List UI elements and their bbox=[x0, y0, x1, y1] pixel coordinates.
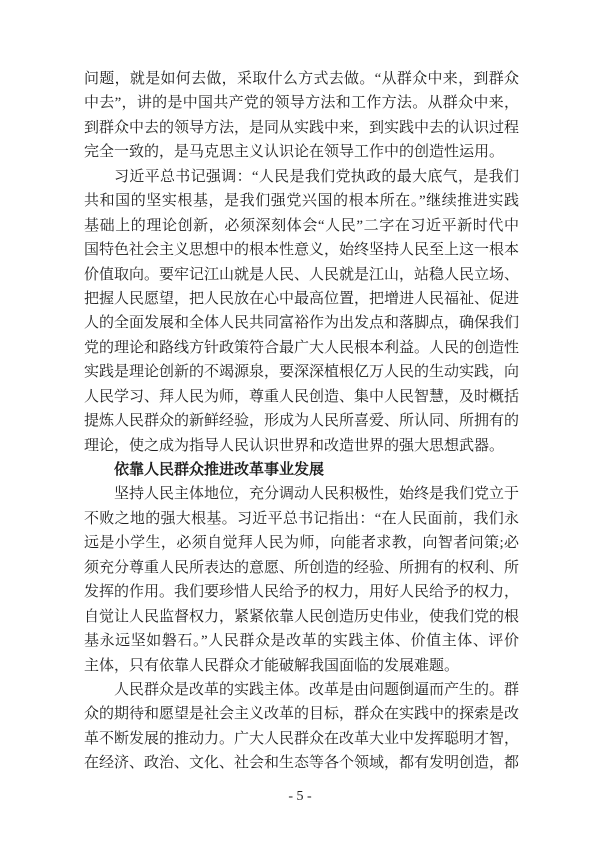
text-line: 坚持人民主体地位，充分调动人民积极性，始终是我们党立于 bbox=[114, 486, 520, 503]
text-line: 把握人民愿望，把人民放在心中最高位置，把增进人民福祉、促进 bbox=[84, 290, 520, 307]
text-line: 党的理论和路线方针政策符合最广大人民根本利益。人民的创造性 bbox=[84, 339, 520, 356]
text-line: 远是小学生，必须自觉拜人民为师，向能者求教，向智者问策;必 bbox=[84, 535, 519, 552]
text-line: 革不断发展的推动力。广大人民群众在改革大业中发挥聪明才智， bbox=[84, 730, 520, 747]
page-number: - 5 - bbox=[288, 789, 312, 804]
text-line: 自觉让人民监督权力，紧紧依靠人民创造历史伟业，使我们党的根 bbox=[84, 608, 520, 625]
text-line: 众的期待和愿望是社会主义改革的目标，群众在实践中的探索是改 bbox=[84, 706, 520, 723]
text-line: 完全一致的，是马克思主义认识论在领导工作中的创造性运用。 bbox=[84, 144, 505, 161]
text-line: 不败之地的强大根基。习近平总书记指出：“在人民面前，我们永 bbox=[84, 510, 519, 527]
text-line: 实践是理论创新的不竭源泉，要深深植根亿万人民的生动实践，向 bbox=[84, 364, 520, 381]
text-line: 共和国的坚实根基，是我们强党兴国的根本所在。”继续推进实践 bbox=[84, 193, 519, 210]
text-line: 基永远坚如磐石。”人民群众是改革的实践主体、价值主体、评价 bbox=[84, 633, 519, 650]
text-line: 提炼人民群众的新鲜经验，形成为人民所喜爱、所认同、所拥有的 bbox=[84, 413, 520, 430]
text-line: 人的全面发展和全体人民共同富裕作为出发点和落脚点，确保我们 bbox=[84, 315, 520, 332]
text-line: 到群众中去的领导方法，是同从实践中来，到实践中去的认识过程 bbox=[84, 119, 520, 136]
text-line: 价值取向。要牢记江山就是人民、人民就是江山，站稳人民立场、 bbox=[84, 266, 520, 283]
document-body bbox=[84, 67, 519, 776]
text-line: 基础上的理论创新，必须深刻体会“人民”二字在习近平新时代中 bbox=[84, 217, 519, 234]
text-line: 问题，就是如何去做，采取什么方式去做。“从群众中来，到群众 bbox=[84, 71, 519, 87]
text-line: 国特色社会主义思想中的根本性意义，始终坚持人民至上这一根本 bbox=[84, 242, 520, 259]
text-line: 理论，使之成为指导人民认识世界和改造世界的强大思想武器。 bbox=[84, 437, 505, 454]
text-line: 主体，只有依靠人民群众才能破解我国面临的发展难题。 bbox=[84, 657, 460, 674]
text-line: 习近平总书记强调：“人民是我们党执政的最大底气，是我们 bbox=[114, 168, 519, 185]
text-line: 人民学习、拜人民为师，尊重人民创造、集中人民智慧，及时概括 bbox=[84, 388, 520, 405]
text-line: 在经济、政治、文化、社会和生态等各个领域，都有发明创造，都 bbox=[84, 755, 520, 772]
text-line: 中去”，讲的是中国共产党的领导方法和工作方法。从群众中来， bbox=[84, 95, 519, 112]
text-line: 人民群众是改革的实践主体。改革是由问题倒逼而产生的。群 bbox=[114, 681, 520, 698]
text-line: 发挥的作用。我们要珍惜人民给予的权力，用好人民给予的权力， bbox=[84, 584, 520, 601]
text-line: 须充分尊重人民所表达的意愿、所创造的经验、所拥有的权利、所 bbox=[84, 559, 520, 576]
section-heading: 依靠人民群众推进改革事业发展 bbox=[114, 462, 325, 478]
